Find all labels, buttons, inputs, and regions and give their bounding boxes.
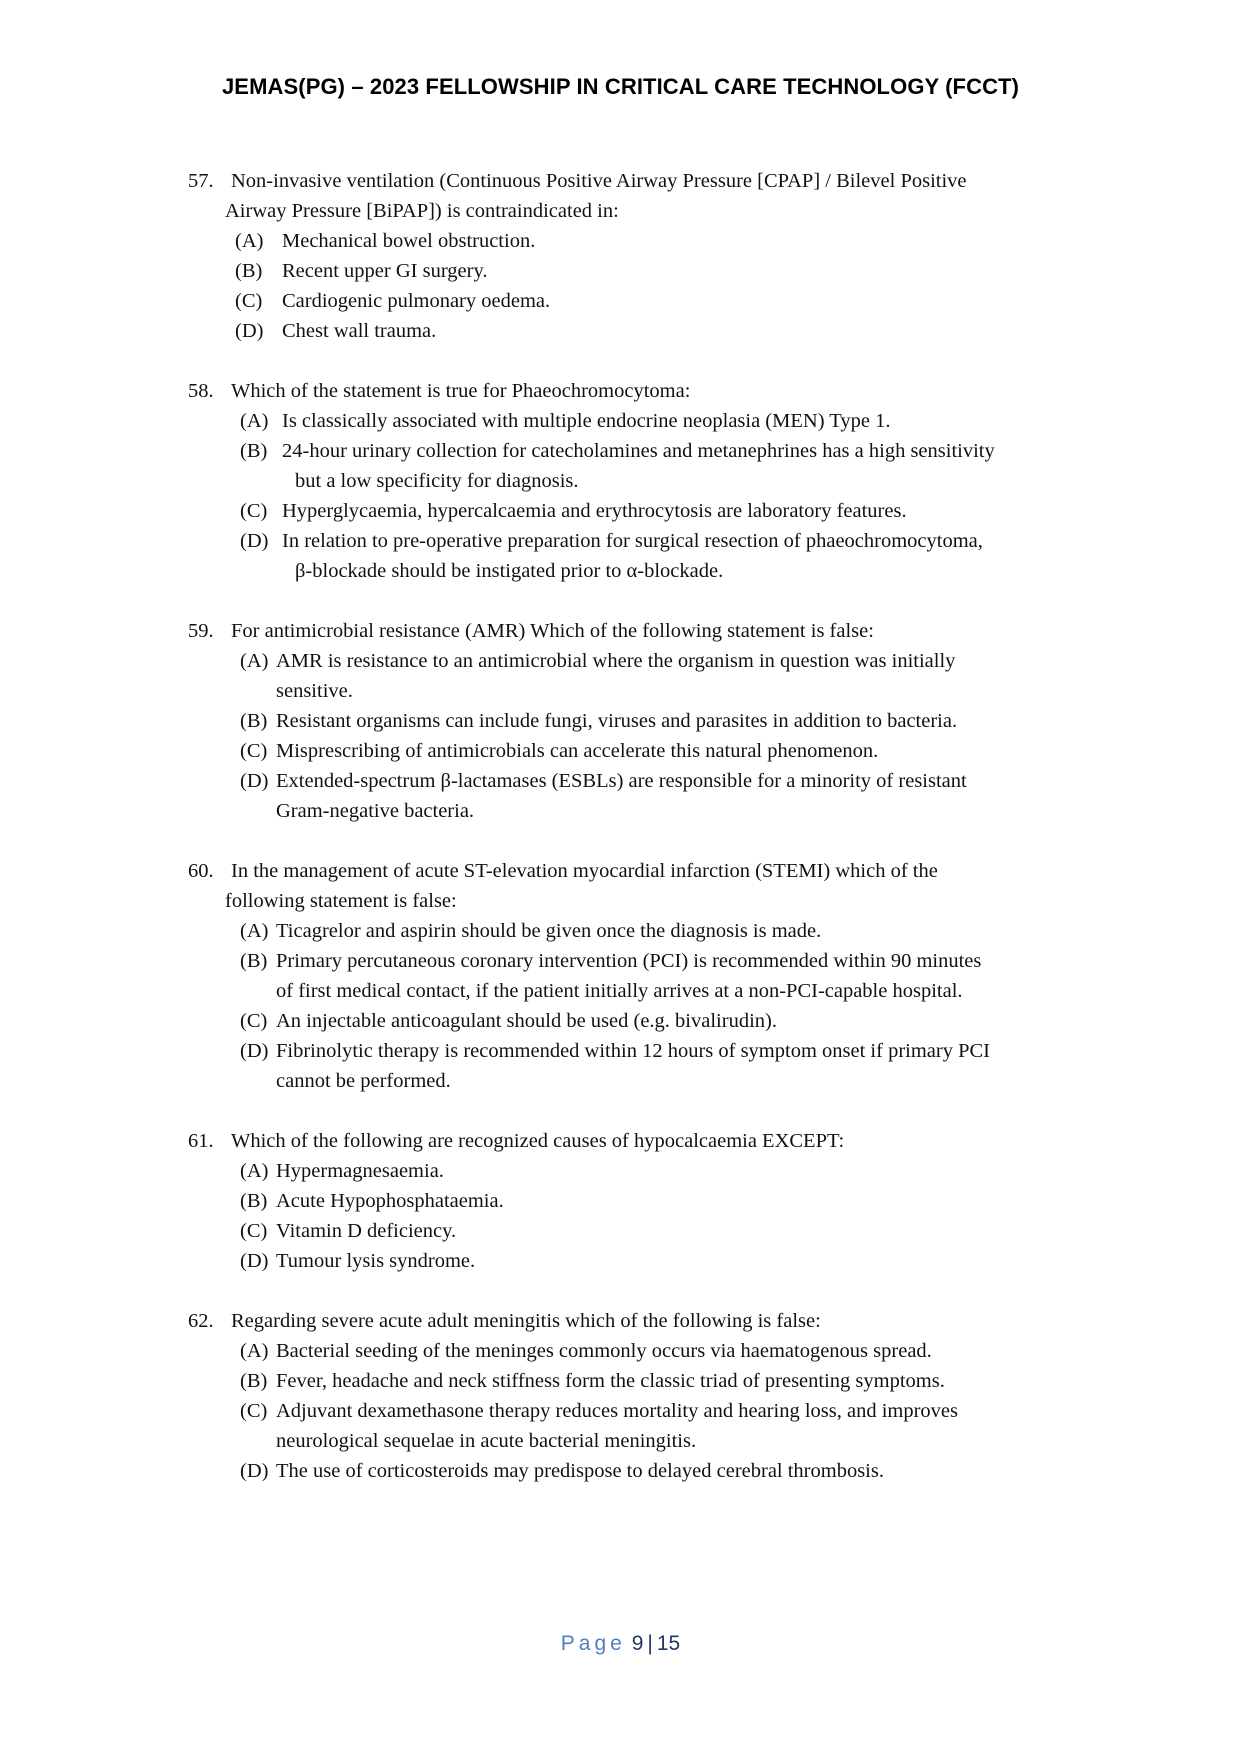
- option-text: but a low specificity for diagnosis.: [295, 470, 579, 492]
- question-number: 60.: [188, 860, 214, 882]
- answer-option: [0, 256, 1241, 286]
- option-label: (A): [240, 1340, 269, 1362]
- option-label: (C): [240, 1010, 268, 1032]
- option-text: of first medical contact, if the patient initially arrives at a non-PCI-capable hospital.: [276, 980, 963, 1002]
- answer-option: [0, 286, 1241, 316]
- answer-option: [0, 766, 1241, 826]
- question-stem: For antimicrobial resistance (AMR) Which of the following statement is false:: [231, 620, 874, 642]
- answer-option: [0, 526, 1241, 586]
- question-number: 58.: [188, 380, 214, 402]
- option-label: (D): [235, 320, 264, 342]
- option-label: (C): [240, 740, 268, 762]
- option-text: Hypermagnesaemia.: [276, 1160, 444, 1182]
- question-item: [0, 166, 1241, 346]
- question-item: [0, 1126, 1241, 1276]
- answer-option: [0, 1246, 1241, 1276]
- option-label: (A): [235, 230, 264, 252]
- answer-option: [0, 736, 1241, 766]
- option-label: (D): [240, 1460, 269, 1482]
- question-stem: Regarding severe acute adult meningitis which of the following is false:: [231, 1310, 821, 1332]
- question-stem: following statement is false:: [225, 890, 457, 912]
- option-text: Extended-spectrum β-lactamases (ESBLs) are responsible for a minority of resistant: [276, 770, 967, 792]
- question-number: 62.: [188, 1310, 214, 1332]
- option-text: Fever, headache and neck stiffness form the classic triad of presenting symptoms.: [276, 1370, 945, 1392]
- option-text: Ticagrelor and aspirin should be given once the diagnosis is made.: [276, 920, 822, 942]
- answer-option: [0, 316, 1241, 346]
- option-text: Gram-negative bacteria.: [276, 800, 475, 822]
- option-label: (D): [240, 530, 269, 552]
- option-text: Hyperglycaemia, hypercalcaemia and erythrocytosis are laboratory features.: [282, 500, 907, 522]
- option-label: (B): [235, 260, 263, 282]
- option-label: (D): [240, 1250, 269, 1272]
- option-label: (C): [240, 500, 268, 522]
- page-separator: |: [647, 1632, 653, 1655]
- answer-option: [0, 706, 1241, 736]
- option-text: An injectable anticoagulant should be used (e.g. bivalirudin).: [276, 1010, 777, 1032]
- answer-option: [0, 1396, 1241, 1456]
- page-footer: [0, 1632, 1241, 1656]
- answer-option: [0, 1036, 1241, 1096]
- option-text: Acute Hypophosphataemia.: [276, 1190, 504, 1212]
- option-text: Primary percutaneous coronary intervention (PCI) is recommended within 90 minutes: [276, 950, 982, 972]
- option-text: The use of corticosteroids may predispose to delayed cerebral thrombosis.: [276, 1460, 884, 1482]
- option-label: (A): [240, 1160, 269, 1182]
- option-label: (C): [235, 290, 263, 312]
- option-label: (B): [240, 440, 268, 462]
- answer-option: [0, 1366, 1241, 1396]
- option-text: Recent upper GI surgery.: [282, 260, 488, 282]
- option-text: Is classically associated with multiple endocrine neoplasia (MEN) Type 1.: [282, 410, 891, 432]
- question-stem: Non-invasive ventilation (Continuous Positive Airway Pressure [CPAP] / Bilevel Positive: [231, 170, 967, 192]
- question-number: 57.: [188, 170, 214, 192]
- question-stem: Which of the statement is true for Phaeochromocytoma:: [231, 380, 691, 402]
- option-label: (C): [240, 1400, 268, 1422]
- option-label: (B): [240, 710, 268, 732]
- answer-option: [0, 496, 1241, 526]
- option-text: Tumour lysis syndrome.: [276, 1250, 476, 1272]
- question-item: [0, 376, 1241, 586]
- answer-option: [0, 916, 1241, 946]
- answer-option: [0, 1336, 1241, 1366]
- option-text: AMR is resistance to an antimicrobial where the organism in question was initially: [276, 650, 956, 672]
- answer-option: [0, 436, 1241, 496]
- option-label: (D): [240, 770, 269, 792]
- option-text: β-blockade should be instigated prior to α-blockade.: [295, 560, 724, 582]
- option-label: (A): [240, 650, 269, 672]
- option-text: Mechanical bowel obstruction.: [282, 230, 536, 252]
- option-label: (B): [240, 1190, 268, 1212]
- option-text: In relation to pre-operative preparation for surgical resection of phaeochromocytoma,: [282, 530, 983, 552]
- option-text: Fibrinolytic therapy is recommended within 12 hours of symptom onset if primary PCI: [276, 1040, 990, 1062]
- option-label: (C): [240, 1220, 268, 1242]
- total-pages: 15: [656, 1632, 681, 1655]
- question-item: [0, 1306, 1241, 1486]
- option-text: Misprescribing of antimicrobials can accelerate this natural phenomenon.: [276, 740, 879, 762]
- option-text: Resistant organisms can include fungi, viruses and parasites in addition to bacteria.: [276, 710, 958, 732]
- option-text: Cardiogenic pulmonary oedema.: [282, 290, 551, 312]
- option-text: Vitamin D deficiency.: [276, 1220, 457, 1242]
- answer-option: [0, 1186, 1241, 1216]
- current-page-number: 9: [631, 1632, 644, 1655]
- option-label: (D): [240, 1040, 269, 1062]
- option-label: (A): [240, 410, 269, 432]
- option-text: 24-hour urinary collection for catecholamines and metanephrines has a high sensitivity: [282, 440, 995, 462]
- question-item: [0, 856, 1241, 1096]
- question-stem: Which of the following are recognized causes of hypocalcaemia EXCEPT:: [231, 1130, 845, 1152]
- answer-option: [0, 1006, 1241, 1036]
- option-text: cannot be performed.: [276, 1070, 451, 1092]
- option-text: neurological sequelae in acute bacterial meningitis.: [276, 1430, 697, 1452]
- answer-option: [0, 1156, 1241, 1186]
- question-stem: Airway Pressure [BiPAP]) is contraindicated in:: [225, 200, 619, 222]
- question-number: 59.: [188, 620, 214, 642]
- question-number: 61.: [188, 1130, 214, 1152]
- page-header: JEMAS(PG) – 2023 FELLOWSHIP IN CRITICAL CARE TECHNOLOGY (FCCT): [221, 74, 1020, 99]
- option-text: Chest wall trauma.: [282, 320, 437, 342]
- question-list: [0, 166, 1241, 1516]
- question-stem: In the management of acute ST-elevation myocardial infarction (STEMI) which of the: [231, 860, 938, 882]
- page-label: Page: [560, 1632, 626, 1655]
- answer-option: [0, 646, 1241, 706]
- answer-option: [0, 226, 1241, 256]
- option-label: (B): [240, 950, 268, 972]
- option-label: (B): [240, 1370, 268, 1392]
- option-label: (A): [240, 920, 269, 942]
- answer-option: [0, 1456, 1241, 1486]
- answer-option: [0, 406, 1241, 436]
- answer-option: [0, 946, 1241, 1006]
- answer-option: [0, 1216, 1241, 1246]
- question-item: [0, 616, 1241, 826]
- option-text: Adjuvant dexamethasone therapy reduces mortality and hearing loss, and improves: [276, 1400, 958, 1422]
- option-text: sensitive.: [276, 680, 353, 702]
- option-text: Bacterial seeding of the meninges commonly occurs via haematogenous spread.: [276, 1340, 932, 1362]
